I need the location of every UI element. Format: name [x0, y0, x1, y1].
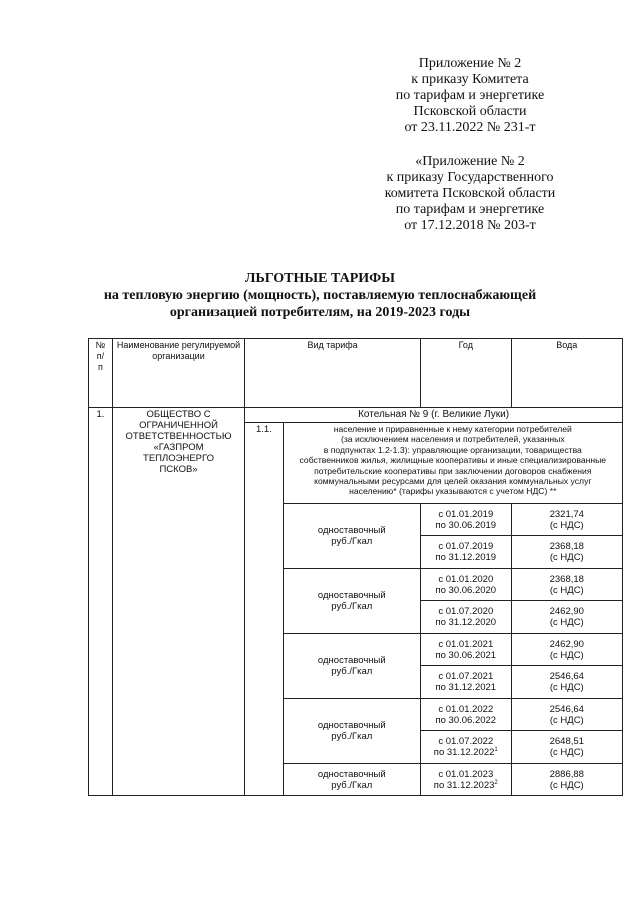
heading-subtitle-2: организацией потребителям, на 2019-2023 годы [169, 305, 471, 320]
table-header-row [89, 339, 623, 408]
period-to: по 31.12.2020 [435, 617, 497, 628]
period [421, 601, 512, 634]
header-num-line: п [98, 362, 103, 372]
heading-title: ЛЬГОТНЫЕ ТАРИФЫ [245, 271, 395, 286]
tariff-vat: (с НДС) [549, 714, 584, 726]
appendix-line: от 17.12.2018 № 203-т [404, 218, 536, 233]
org-line: ТЕПЛОЭНЕРГО [143, 453, 214, 464]
consumer-line: коммунальными ресурсами для целей оказания коммунальных услуг [314, 476, 592, 487]
tariff-type-line: одноставочный [317, 590, 386, 601]
water-tariff [511, 699, 622, 731]
period-to: по 30.06.2021 [435, 649, 497, 661]
appendix-current [360, 56, 580, 136]
period-from: с 01.01.2019 [438, 508, 494, 520]
sub-number: 1.1. [245, 423, 284, 796]
water-tariff [511, 764, 622, 796]
tariff-vat: (с НДС) [549, 552, 584, 563]
period [421, 504, 512, 536]
period-from: с 01.01.2020 [438, 573, 494, 585]
tariff-type-line: одноставочный [317, 720, 386, 731]
tariff-value: 2321,74 [549, 508, 584, 520]
header-water: Вода [511, 339, 622, 408]
period [421, 536, 512, 569]
tariff-type [283, 569, 420, 634]
appendix-original [350, 154, 590, 234]
consumer-line: в подпунктах 1.2-1.3): управляющие организации, товарищества [323, 444, 582, 455]
tariffs-table [88, 338, 623, 796]
tariff-type-line: одноставочный [317, 655, 386, 666]
tariff-type [283, 699, 420, 764]
consumer-line: (за исключением населения и потребителей, указанных [340, 434, 565, 445]
header-org: Наименование регулируемой организации [112, 339, 244, 408]
tariff-value: 2546,64 [549, 671, 584, 682]
org-line: «ГАЗПРОМ [153, 442, 204, 453]
boiler-row [89, 408, 623, 423]
header-year: Год [421, 339, 512, 408]
tariff-value: 2368,18 [549, 541, 584, 552]
period [421, 731, 512, 764]
period-to: по 31.12.2023 [433, 779, 495, 791]
footnote-mark: 2 [494, 779, 498, 786]
appendix-line: Приложение № 2 [418, 56, 522, 71]
organization-name [112, 408, 244, 796]
tariff-value: 2648,51 [549, 736, 584, 747]
water-tariff [511, 569, 622, 601]
period-to: по 31.12.2022 [433, 747, 495, 758]
tariff-vat: (с НДС) [549, 649, 584, 661]
tariff-vat: (с НДС) [549, 779, 584, 791]
tariff-value: 2462,90 [549, 606, 584, 617]
boiler-name: Котельная № 9 (г. Великие Луки) [245, 408, 623, 423]
tariff-type-line: руб./Гкал [331, 536, 373, 547]
period-from: с 01.07.2021 [438, 671, 494, 682]
footnote-mark: 1 [494, 746, 498, 753]
appendix-line: по тарифам и энергетике [395, 88, 545, 103]
period-from: с 01.01.2023 [438, 768, 494, 780]
period-to: по 30.06.2019 [435, 519, 497, 531]
tariff-vat: (с НДС) [549, 747, 584, 758]
water-tariff [511, 504, 622, 536]
tariff-value: 2462,90 [549, 638, 584, 650]
row-number: 1. [89, 408, 113, 796]
tariff-type [283, 504, 420, 569]
tariff-vat: (с НДС) [549, 519, 584, 531]
appendix-line: от 23.11.2022 № 231-т [404, 120, 536, 135]
consumer-line: население и приравненные к нему категории потребителей [333, 424, 572, 434]
header-type: Вид тарифа [245, 339, 421, 408]
tariff-type-line: одноставочный [317, 525, 386, 536]
org-line: ПСКОВ» [159, 464, 198, 475]
water-tariff [511, 601, 622, 634]
tariff-type-line: руб./Гкал [331, 601, 373, 612]
water-tariff [511, 634, 622, 666]
consumer-line: потребительские кооперативы при заключении договоров снабжения [314, 465, 592, 476]
consumer-line: населению* (тарифы указываются с учетом НДС) ** [349, 486, 557, 497]
appendix-line: по тарифам и энергетике [395, 202, 545, 217]
period [421, 569, 512, 601]
tariff-value: 2368,18 [549, 573, 584, 585]
heading-subtitle-1: на тепловую энергию (мощность), поставляемую теплоснабжающей [103, 288, 537, 303]
period-to: по 31.12.2021 [435, 682, 497, 693]
water-tariff [511, 666, 622, 699]
period [421, 666, 512, 699]
tariff-type-line: одноставочный [317, 768, 386, 780]
tariff-type [283, 634, 420, 699]
period-from: с 01.07.2022 [438, 736, 494, 747]
tariff-vat: (с НДС) [549, 584, 584, 596]
appendix-line: к приказу Государственного [386, 170, 554, 185]
period-from: с 01.07.2019 [438, 541, 494, 552]
appendix-line: «Приложение № 2 [415, 154, 525, 169]
consumer-line: собственников жилья, жилищные кооперативы и иные специализированные [299, 455, 607, 466]
header-num-line: № [95, 340, 106, 350]
tariff-type-line: руб./Гкал [331, 666, 373, 677]
period [421, 634, 512, 666]
tariff-value: 2886,88 [549, 768, 584, 780]
org-line: ОТВЕТСТВЕННОСТЬЮ [125, 431, 232, 442]
org-line: ОБЩЕСТВО С [146, 409, 211, 420]
period-from: с 01.07.2020 [438, 606, 494, 617]
tariff-type-line: руб./Гкал [331, 731, 373, 742]
period-from: с 01.01.2021 [438, 638, 494, 650]
tariff-vat: (с НДС) [549, 682, 584, 693]
appendix-line: к приказу Комитета [411, 72, 529, 87]
org-line: ОГРАНИЧЕННОЙ [139, 420, 218, 431]
water-tariff [511, 731, 622, 764]
tariff-type [283, 764, 420, 796]
tariff-type-line: руб./Гкал [331, 779, 373, 791]
header-num-line: п/ [96, 351, 105, 361]
water-tariff [511, 536, 622, 569]
document-heading [0, 270, 640, 321]
period-to: по 31.12.2019 [435, 552, 497, 563]
period-to: по 30.06.2022 [435, 714, 497, 726]
period-to: по 30.06.2020 [435, 584, 497, 596]
header-num [89, 339, 113, 408]
period-from: с 01.01.2022 [438, 703, 494, 715]
tariff-vat: (с НДС) [549, 617, 584, 628]
tariff-value: 2546,64 [549, 703, 584, 715]
appendix-line: комитета Псковской области [384, 186, 556, 201]
period [421, 764, 512, 796]
appendix-line: Псковской области [413, 104, 527, 119]
period [421, 699, 512, 731]
consumer-category [283, 423, 622, 504]
